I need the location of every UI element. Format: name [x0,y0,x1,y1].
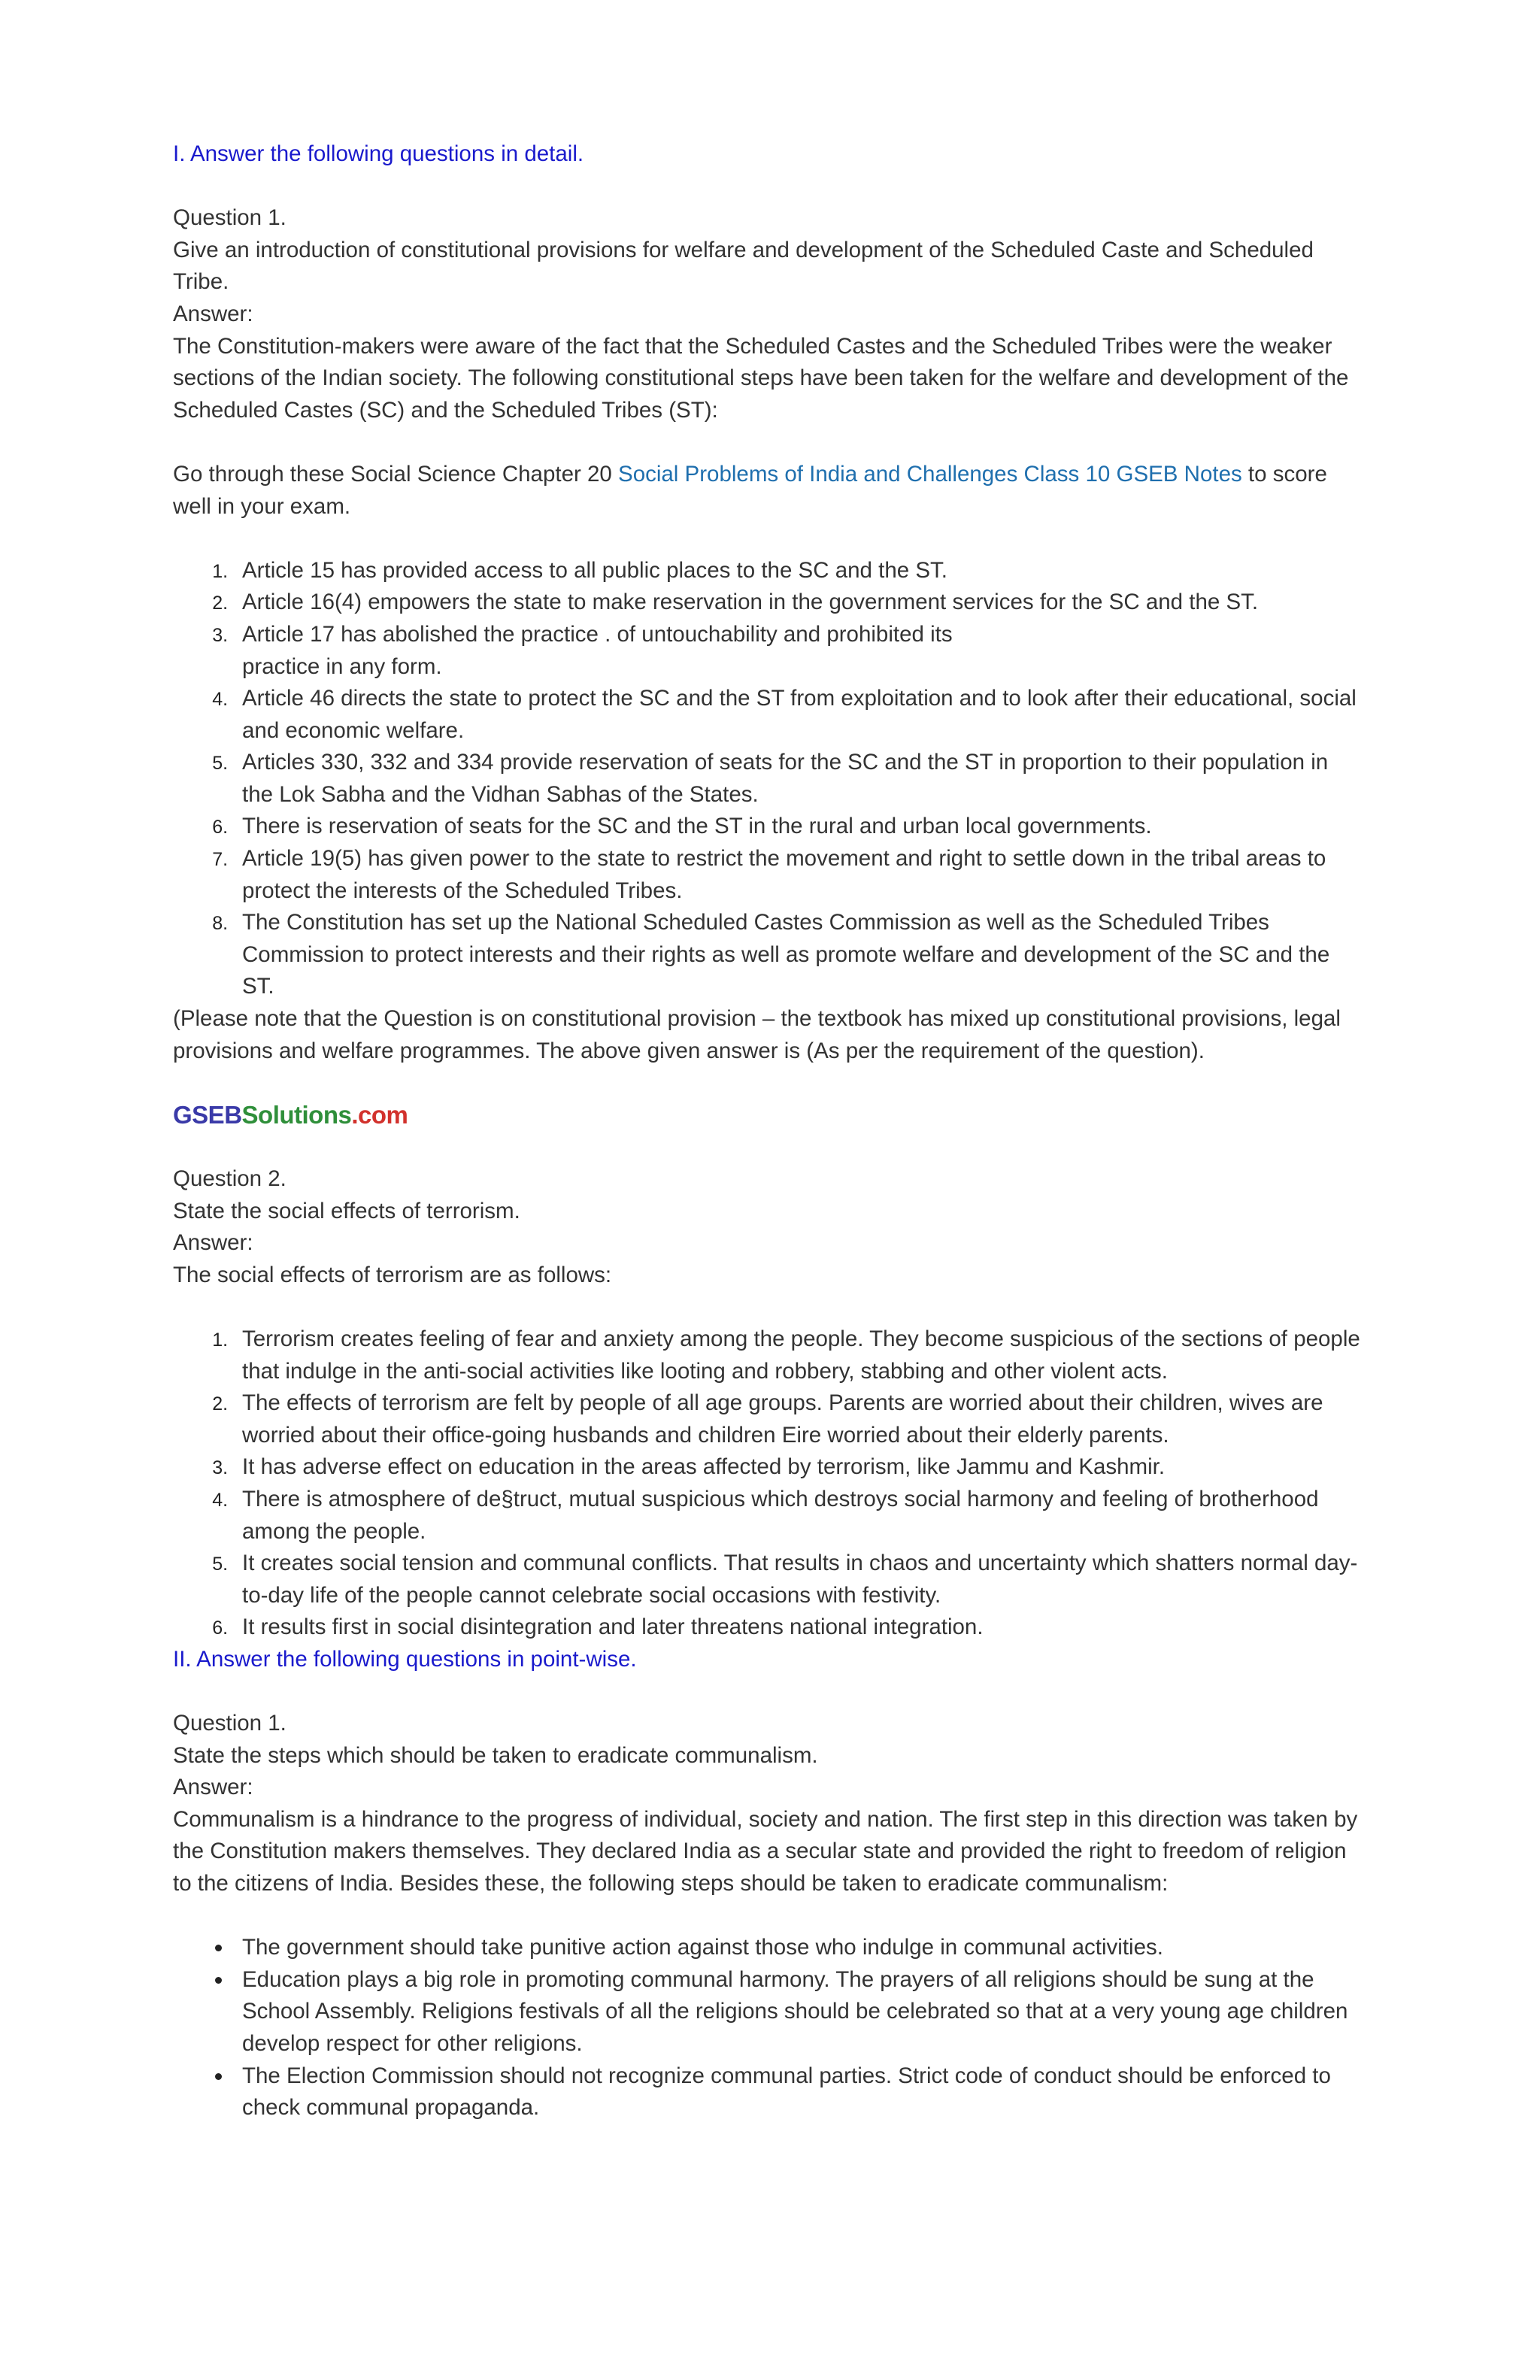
q3-points-list [173,1932,1361,2124]
list-item: 8. The Constitution has set up the National Scheduled Castes Commission as well as the Scheduled Tribes Commission to protect interests and their rights as well as promote welfare and development of the SC and the ST. [233,907,1361,1003]
q1-intro: The Constitution-makers were aware of the fact that the Scheduled Castes and the Scheduled Tribes were the weaker sections of the Indian society. The following constitutional steps have been taken for the welfare and development of the Scheduled Castes (SC) and the Scheduled Tribes (ST): [173,333,1349,423]
q1-question: Give an introduction of constitutional provisions for welfare and development of the Scheduled Caste and Scheduled Tribe. [173,237,1314,295]
logo-part-3: .com [351,1100,408,1129]
spacer [173,1676,1361,1708]
promo-text-after: to score well in your exam. [173,461,1327,519]
section-2-heading: II. Answer the following questions in point-wise. [173,1646,637,1672]
promo-text-before: Go through these Social Science Chapter 20 [173,461,619,487]
q1-promo [173,459,1361,523]
q3-intro: Communalism is a hindrance to the progress of individual, society and nation. The first step in this direction was taken by the Constitution makers themselves. They declared India as a secular state and provided the right to freedom of religion to the citizens of India. Besides these, the following steps should be taken to eradicate communalism: [173,1806,1358,1896]
q2-answer-label: Answer: [173,1230,253,1256]
list-item-continuation: practice in any form. [242,653,442,679]
q1-label: Question 1. [173,205,286,231]
spacer [173,1131,1361,1163]
list-item: 2. The effects of terrorism are felt by people of all age groups. Parents are worried about their children, wives are worried about their office-going husbands and children Eire worried about their elderly parents. [233,1387,1361,1451]
q2-intro: The social effects of terrorism are as follows: [173,1262,612,1287]
q2-points-list [173,1323,1361,1644]
document-page [173,138,1361,2124]
spacer [173,1291,1361,1323]
list-item: 2. Article 16(4) empowers the state to make reservation in the government services for the SC and the ST. [233,587,1361,619]
spacer [173,1900,1361,1933]
notes-link[interactable]: Social Problems of India and Challenges Class 10 GSEB Notes [618,461,1242,487]
list-item: 6. There is reservation of seats for the SC and the ST in the rural and urban local governments. [233,811,1361,843]
q1-answer-label: Answer: [173,301,253,326]
logo-part-2: Solutions [241,1100,352,1129]
list-item: 7. Article 19(5) has given power to the state to restrict the movement and right to settle down in the tribal areas to protect the interests of the Scheduled Tribes. [233,843,1361,907]
spacer [173,171,1361,203]
list-item: 3. It has adverse effect on education in the areas affected by terrorism, like Jammu and Kashmir. [233,1451,1361,1484]
q2-label: Question 2. [173,1166,286,1191]
q2-question: State the social effects of terrorism. [173,1198,520,1223]
q3-label: Question 1. [173,1711,286,1736]
list-item: 6. It results first in social disintegration and later threatens national integration. [233,1611,1361,1644]
list-item: 4. There is atmosphere of de§truct, mutual suspicious which destroys social harmony and feeling of brotherhood among the people. [233,1484,1361,1548]
q1-note: (Please note that the Question is on constitutional provision – the textbook has mixed up constitutional provisions, legal provisions and welfare programmes. The above given answer is (As per the requirement of the question). [173,1006,1341,1063]
spacer [173,1067,1361,1099]
logo-part-1: GSEB [173,1100,242,1129]
list-item: 1. Article 15 has provided access to all public places to the SC and the ST. [233,555,1361,587]
q1-points-list [173,555,1361,1003]
section-1-heading: I. Answer the following questions in detail. [173,141,584,166]
list-item: 5. It creates social tension and communal conflicts. That results in chaos and uncertainty which shatters normal day-to-day life of the people cannot celebrate social occasions with festivity. [233,1548,1361,1611]
list-item [233,619,1361,683]
list-item: • The Election Commission should not recognize communal parties. Strict code of conduct should be enforced to check communal propaganda. [233,2060,1361,2124]
list-item-text: Article 17 has abolished the practice . of untouchability and prohibited its [242,621,953,647]
gsebsolutions-logo [173,1099,1361,1132]
spacer [173,426,1361,459]
spacer [173,523,1361,555]
q3-question: State the steps which should be taken to eradicate communalism. [173,1742,818,1768]
list-item: 5. Articles 330, 332 and 334 provide reservation of seats for the SC and the ST in proportion to their population in the Lok Sabha and the Vidhan Sabhas of the States. [233,747,1361,811]
list-item: 4. Article 46 directs the state to protect the SC and the ST from exploitation and to look after their educational, social and economic welfare. [233,683,1361,747]
list-item: 1. Terrorism creates feeling of fear and anxiety among the people. They become suspicious of the sections of people that indulge in the anti-social activities like looting and robbery, stabbing and other violent acts. [233,1323,1361,1387]
list-item: • The government should take punitive action against those who indulge in communal activities. [233,1932,1361,1964]
list-item: • Education plays a big role in promoting communal harmony. The prayers of all religions should be sung at the School Assembly. Religions festivals of all the religions should be celebrated so that at a very young age children develop respect for other religions. [233,1964,1361,2060]
q3-answer-label: Answer: [173,1775,253,1800]
